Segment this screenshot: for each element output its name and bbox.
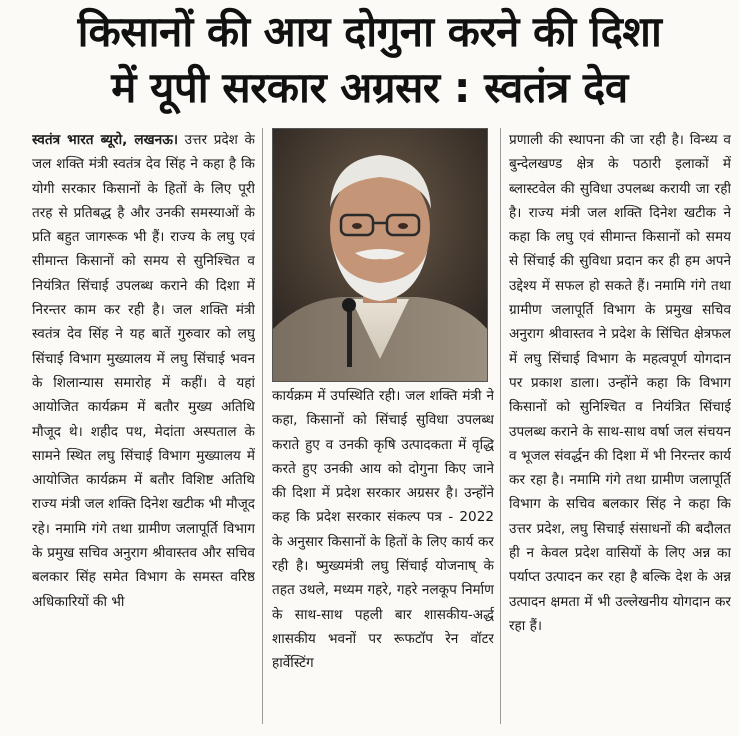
article-column-3 bbox=[509, 128, 731, 728]
article-column-2 bbox=[272, 384, 494, 724]
column-1-text: उत्तर प्रदेश के जल शक्ति मंत्री स्वतंत्र देव सिंह ने कहा है कि योगी सरकार किसानों के हितों के लिए पूरी तरह से प्रतिबद्ध है और उनकी समस्याओं के प्रति बहुत जागरूक भी हैं। राज्य के लघु एवं सीमान्त किसानों को समय से सुनिश्चित व नियंत्रित सिंचाई उपलब्ध कराने की दिशा में निरन्तर काम कर रही है। जल शक्ति मंत्री स्वतंत्र देव सिंह ने यह बातें गुरुवार को लघु सिंचाई विभाग मुख्यालय में लघु सिंचाई भवन के शिलान्यास समारोह में कहीं। वे यहां आयोजित कार्यक्रम में बतौर मुख्य अतिथि मौजूद थे। शहीद पथ, मेदांता अस्पताल के सामने स्थित लघु सिंचाई विभाग मुख्यालय में आयोजित कार्यक्रम में बतौर विशिष्ट अतिथि राज्य मंत्री जल शक्ति दिनेश खटीक भी मौजूद रहे। नमामि गंगे तथा ग्रामीण जलापूर्ति विभाग के प्रमुख सचिव अनुराग श्रीवास्तव और सचिव बलकार सिंह समेत विभाग के समस्त वरिष्ठ अधिकारियों की भी bbox=[32, 132, 255, 610]
column-3-text: प्रणाली की स्थापना की जा रही है। विन्ध्य व बुन्देलखण्ड क्षेत्र के पठारी इलाकों में ब्लास्टवेल की सुविधा उपलब्ध करायी जा रही है। राज्य मंत्री जल शक्ति दिनेश खटीक ने कहा कि लघु एवं सीमान्त किसानों को समय से सिंचाई की सुविधा प्रदान कर ही हम अपने उद्देश्य में सफल हो सकते हैं। नमामि गंगे तथा ग्रामीण जलापूर्ति विभाग के प्रमुख सचिव अनुराग श्रीवास्तव ने प्रदेश के सिंचित क्षेत्रफल में लघु सिंचाई विभाग के महत्वपूर्ण योगदान पर प्रकाश डाला। उन्होंने कहा कि विभाग किसानों को सुनिश्चित व नियंत्रित सिंचाई उपलब्ध कराने के साथ-साथ वर्षा जल संचयन व भूजल संवर्द्धन की दिशा में भी निरन्तर कार्य कर रहा है। नमामि गंगे तथा ग्रामीण जलापूर्ति विभाग के सचिव बलकार सिंह ने कहा कि उत्तर प्रदेश, लघु सिचाई संसाधनों की बदौलत ही न केवल प्रदेश वासियों के लिए अन्न का पर्याप्त उत्पादन कर रहा है बल्कि देश के अन्न उत्पादन क्षमता में भी उल्लेखनीय योगदान कर रहा हैं। bbox=[509, 132, 731, 634]
byline: स्वतंत्र भारत ब्यूरो, लखनऊ। bbox=[32, 132, 179, 148]
headline-line-1: किसानों की आय दोगुना करने की दिशा bbox=[77, 7, 662, 56]
column-divider-2 bbox=[500, 128, 501, 724]
column-divider-1 bbox=[262, 128, 263, 724]
article-column-1 bbox=[32, 128, 255, 728]
minister-portrait-illustration bbox=[273, 129, 487, 381]
headline bbox=[0, 4, 739, 116]
column-2-text: कार्यक्रम में उपस्थिति रही। जल शक्ति मंत्री ने कहा, किसानों को सिंचाई सुविधा उपलब्ध कराते हुए व उनकी कृषि उत्पादकता में वृद्धि करते हुए उनकी आय को दोगुना किए जाने की दिशा में प्रदेश सरकार अग्रसर है। उन्होंने कह कि प्रदेश सरकार संकल्प पत्र - 2022 के अनुसार किसानों के हितों के लिए कार्य कर रही है। ष्मुख्यमंत्री लघु सिंचाई योजनाष् के तहत उथले, मध्यम गहरे, गहरे नलकूप निर्माण के साथ-साथ पहली बार शासकीय-अर्द्ध शासकीय भवनों पर रूफटॉप रेन वॉटर हार्वेस्टिंग bbox=[272, 388, 494, 672]
headline-line-2: में यूपी सरकार अग्रसर : स्वतंत्र देव bbox=[111, 63, 628, 112]
minister-photo bbox=[272, 128, 488, 382]
